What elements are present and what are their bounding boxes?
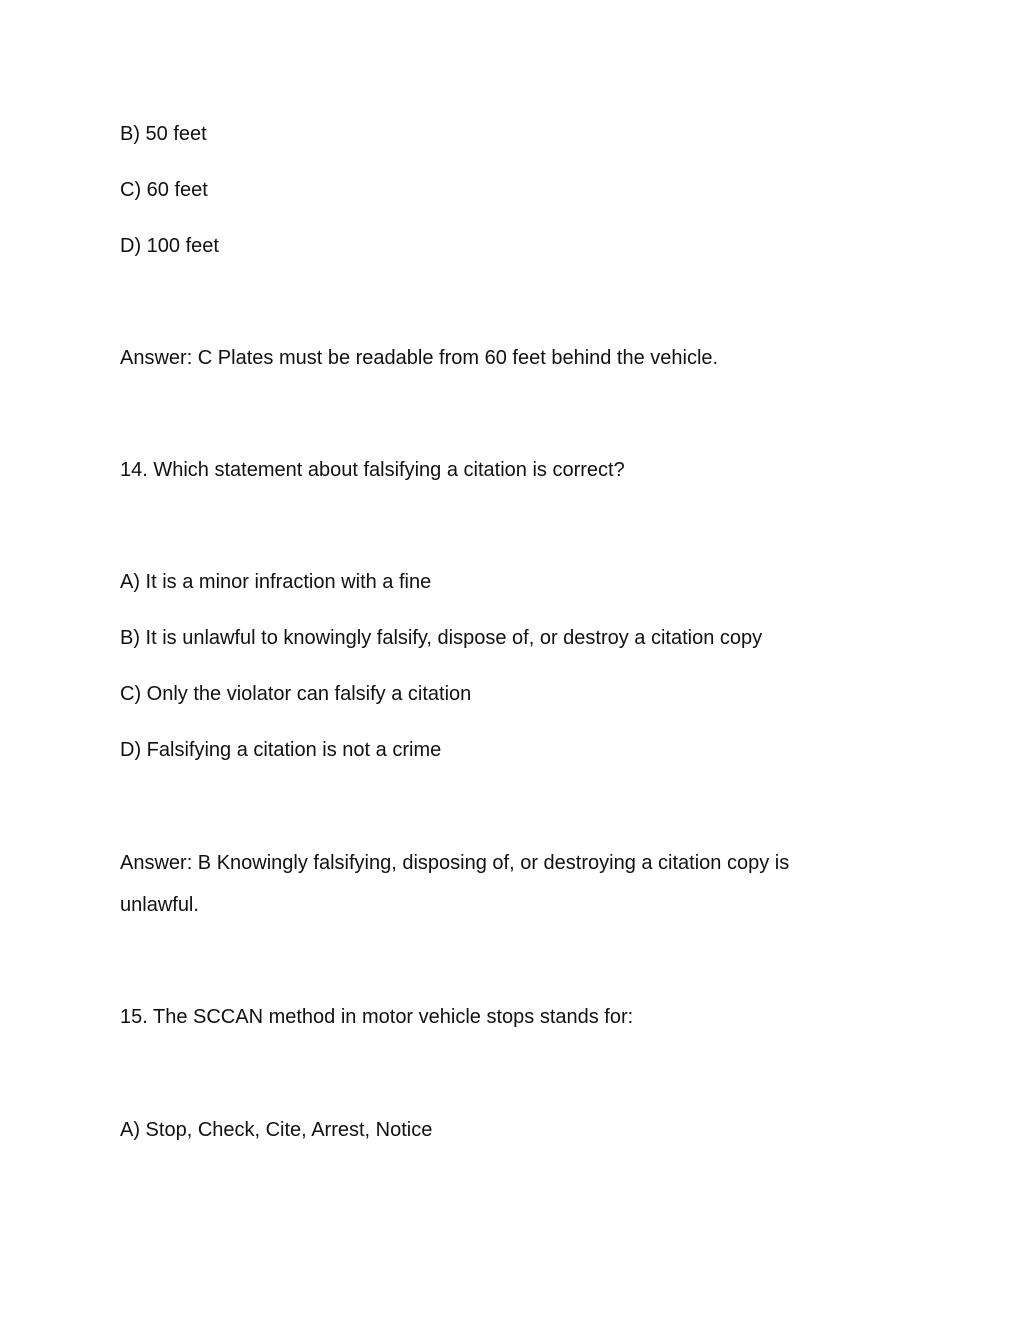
q14-option-c: C) Only the violator can falsify a citation <box>120 683 472 705</box>
q13-option-b: B) 50 feet <box>120 123 207 145</box>
q13-option-c: C) 60 feet <box>120 179 208 201</box>
q14-option-d: D) Falsifying a citation is not a crime <box>120 739 442 761</box>
q13-option-d: D) 100 feet <box>120 235 219 257</box>
q14-question: 14. Which statement about falsifying a citation is correct? <box>120 459 625 481</box>
q15-question: 15. The SCCAN method in motor vehicle stops stands for: <box>120 1006 634 1028</box>
q15-option-a: A) Stop, Check, Cite, Arrest, Notice <box>120 1119 433 1141</box>
q14-answer-line-2: unlawful. <box>120 894 199 916</box>
q14-option-a: A) It is a minor infraction with a fine <box>120 571 432 593</box>
q13-answer: Answer: C Plates must be readable from 60 feet behind the vehicle. <box>120 347 719 369</box>
q14-option-b: B) It is unlawful to knowingly falsify, dispose of, or destroy a citation copy <box>120 627 763 649</box>
q14-answer-line-1: Answer: B Knowingly falsifying, disposing of, or destroying a citation copy is <box>120 852 790 874</box>
